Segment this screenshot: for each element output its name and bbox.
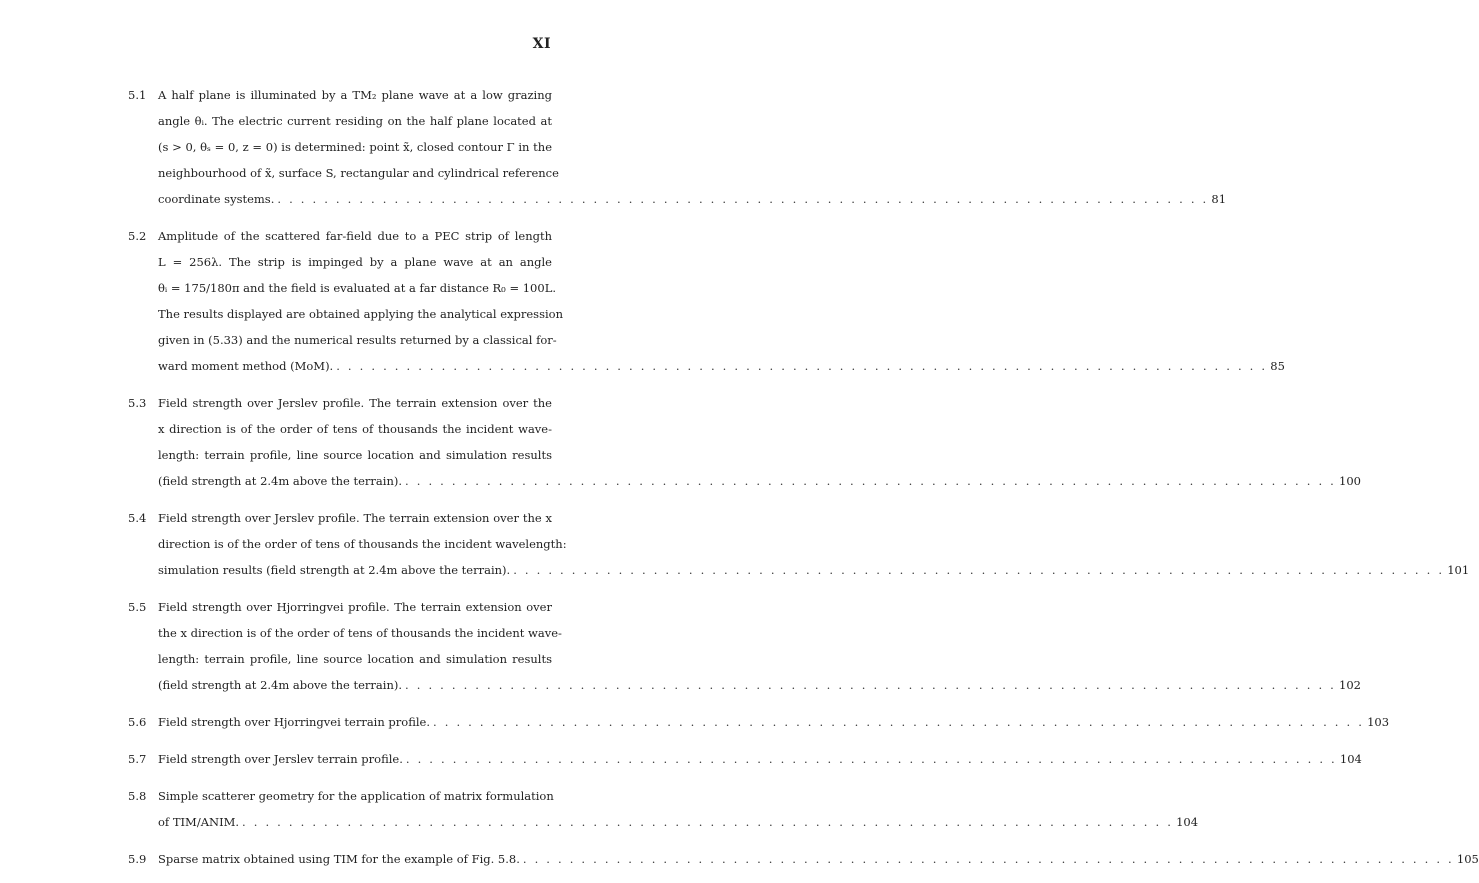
dot-leader: . . . . . . . . . . . . . . . . . . . . . . . . . . . . . . . . . . . . . . . . . . . . . . . . . . . . . . . . . . . . . . . . . . . . . . . . . . . . . . . . xyxy=(513,563,1445,577)
caption-line: ward moment method (MoM). xyxy=(158,359,334,373)
dot-leader: . . . . . . . . . . . . . . . . . . . . . . . . . . . . . . . . . . . . . . . . . . . . . . . . . . . . . . . . . . . . . . . . . . . . . . . . . . . . . . . . xyxy=(433,715,1365,729)
page-reference[interactable]: 103 xyxy=(1367,715,1390,729)
dot-leader: . . . . . . . . . . . . . . . . . . . . . . . . . . . . . . . . . . . . . . . . . . . . . . . . . . . . . . . . . . . . . . . . . . . . . . . . . . . . . . . . xyxy=(522,852,1454,866)
caption-line: The results displayed are obtained applying the analytical expression xyxy=(158,307,563,321)
caption-line: direction is of the order of tens of thousands the incident wavelength: xyxy=(158,537,567,551)
list-of-figures-entry[interactable] xyxy=(128,82,1227,212)
figure-caption xyxy=(158,594,1361,698)
page-reference[interactable]: 104 xyxy=(1176,815,1199,829)
figure-number: 5.4 xyxy=(128,511,147,525)
page-reference[interactable]: 101 xyxy=(1447,563,1470,577)
page-reference[interactable]: 102 xyxy=(1339,678,1361,692)
caption-line: angle θᵢ. The electric current residing on the half plane located at xyxy=(158,114,552,128)
dot-leader: . . . . . . . . . . . . . . . . . . . . . . . . . . . . . . . . . . . . . . . . . . . . . . . . . . . . . . . . . . . . . . . . . . . . . . . . . . . . . . . . xyxy=(405,678,1337,692)
dot-leader: . . . . . . . . . . . . . . . . . . . . . . . . . . . . . . . . . . . . . . . . . . . . . . . . . . . . . . . . . . . . . . . . . . . . . . . . . . . . . . . . xyxy=(242,815,1174,829)
caption-line: L = 256λ. The strip is impinged by a plane wave at an angle xyxy=(158,255,552,269)
list-of-figures-entry[interactable] xyxy=(128,390,1361,494)
list-of-figures-entry[interactable] xyxy=(128,746,1362,772)
figure-number: 5.2 xyxy=(128,229,147,243)
caption-line: Field strength over Hjorringvei profile. The terrain extension over xyxy=(158,600,552,614)
page-reference[interactable]: 100 xyxy=(1339,474,1361,488)
figure-caption xyxy=(158,82,1227,212)
figure-caption xyxy=(158,783,1199,835)
list-of-figures-entry[interactable] xyxy=(128,594,1361,698)
caption-line: (field strength at 2.4m above the terrain). xyxy=(158,678,403,692)
page-number: XI xyxy=(532,36,551,52)
list-of-figures-entry[interactable] xyxy=(128,223,1285,379)
caption-last-line xyxy=(158,186,1227,212)
caption-line: (field strength at 2.4m above the terrain). xyxy=(158,474,403,488)
caption-line: Field strength over Hjorringvei terrain profile. xyxy=(158,715,431,729)
caption-line: Field strength over Jerslev terrain profile. xyxy=(158,752,403,766)
figure-number: 5.3 xyxy=(128,396,147,410)
caption-line: Field strength over Jerslev profile. The terrain extension over the xyxy=(158,396,552,410)
figure-number: 5.8 xyxy=(128,789,147,803)
caption-line: Field strength over Jerslev profile. The terrain extension over the x xyxy=(158,511,552,525)
figure-number: 5.1 xyxy=(128,88,147,102)
caption-line: given in (5.33) and the numerical results returned by a classical for- xyxy=(158,333,557,347)
figure-number: 5.5 xyxy=(128,600,147,614)
caption-last-line xyxy=(158,672,1361,698)
dot-leader: . . . . . . . . . . . . . . . . . . . . . . . . . . . . . . . . . . . . . . . . . . . . . . . . . . . . . . . . . . . . . . . . . . . . . . . . . . . . . . . . xyxy=(405,752,1337,766)
figure-caption xyxy=(158,505,1470,583)
page-reference[interactable]: 81 xyxy=(1211,192,1227,206)
page-reference[interactable]: 105 xyxy=(1456,852,1479,866)
figure-caption xyxy=(158,709,1390,735)
figure-caption xyxy=(158,390,1361,494)
dot-leader: . . . . . . . . . . . . . . . . . . . . . . . . . . . . . . . . . . . . . . . . . . . . . . . . . . . . . . . . . . . . . . . . . . . . . . . . . . . . . . . . xyxy=(277,192,1209,206)
figure-number: 5.9 xyxy=(128,852,147,866)
caption-line: simulation results (field strength at 2.4m above the terrain). xyxy=(158,563,511,577)
caption-line: neighbourhood of x̃, surface S, rectangular and cylindrical reference xyxy=(158,166,559,180)
dot-leader: . . . . . . . . . . . . . . . . . . . . . . . . . . . . . . . . . . . . . . . . . . . . . . . . . . . . . . . . . . . . . . . . . . . . . . . . . . . . . . . . xyxy=(405,474,1337,488)
list-of-figures-entry[interactable] xyxy=(128,783,1199,835)
caption-last-line xyxy=(158,353,1285,379)
caption-last-line xyxy=(158,809,1199,835)
caption-line: θᵢ = 175/180π and the field is evaluated at a far distance R₀ = 100L. xyxy=(158,281,556,295)
list-of-figures-entry[interactable] xyxy=(128,505,1470,583)
caption-last-line xyxy=(158,557,1470,583)
list-of-figures-entry[interactable] xyxy=(128,846,1479,872)
caption-line: Simple scatterer geometry for the application of matrix formulation xyxy=(158,789,554,803)
caption-line: Sparse matrix obtained using TIM for the example of Fig. 5.8. xyxy=(158,852,520,866)
page-reference[interactable]: 85 xyxy=(1270,359,1285,373)
figure-caption xyxy=(158,846,1479,872)
list-of-figures xyxy=(128,82,1479,883)
page-reference[interactable]: 104 xyxy=(1339,752,1362,766)
caption-line: of TIM/ANIM. xyxy=(158,815,240,829)
caption-line: the x direction is of the order of tens of thousands the incident wave- xyxy=(158,626,562,640)
list-of-figures-entry[interactable] xyxy=(128,709,1390,735)
caption-line: length: terrain profile, line source location and simulation results xyxy=(158,652,552,666)
dot-leader: . . . . . . . . . . . . . . . . . . . . . . . . . . . . . . . . . . . . . . . . . . . . . . . . . . . . . . . . . . . . . . . . . . . . . . . . . . . . . . . . xyxy=(336,359,1268,373)
caption-last-line xyxy=(158,468,1361,494)
caption-last-line xyxy=(158,846,1479,872)
caption-line: length: terrain profile, line source location and simulation results xyxy=(158,448,552,462)
caption-last-line xyxy=(158,746,1362,772)
figure-caption xyxy=(158,746,1362,772)
figure-caption xyxy=(158,223,1285,379)
caption-line: coordinate systems. xyxy=(158,192,275,206)
caption-line: x direction is of the order of tens of thousands the incident wave- xyxy=(158,422,552,436)
caption-last-line xyxy=(158,709,1390,735)
caption-line: A half plane is illuminated by a TM₂ plane wave at a low grazing xyxy=(158,88,552,102)
caption-line: Amplitude of the scattered far-field due to a PEC strip of length xyxy=(158,229,552,243)
caption-line: (s > 0, θₛ = 0, z = 0) is determined: point x̃, closed contour Γ in the xyxy=(158,140,552,154)
figure-number: 5.7 xyxy=(128,752,147,766)
figure-number: 5.6 xyxy=(128,715,147,729)
